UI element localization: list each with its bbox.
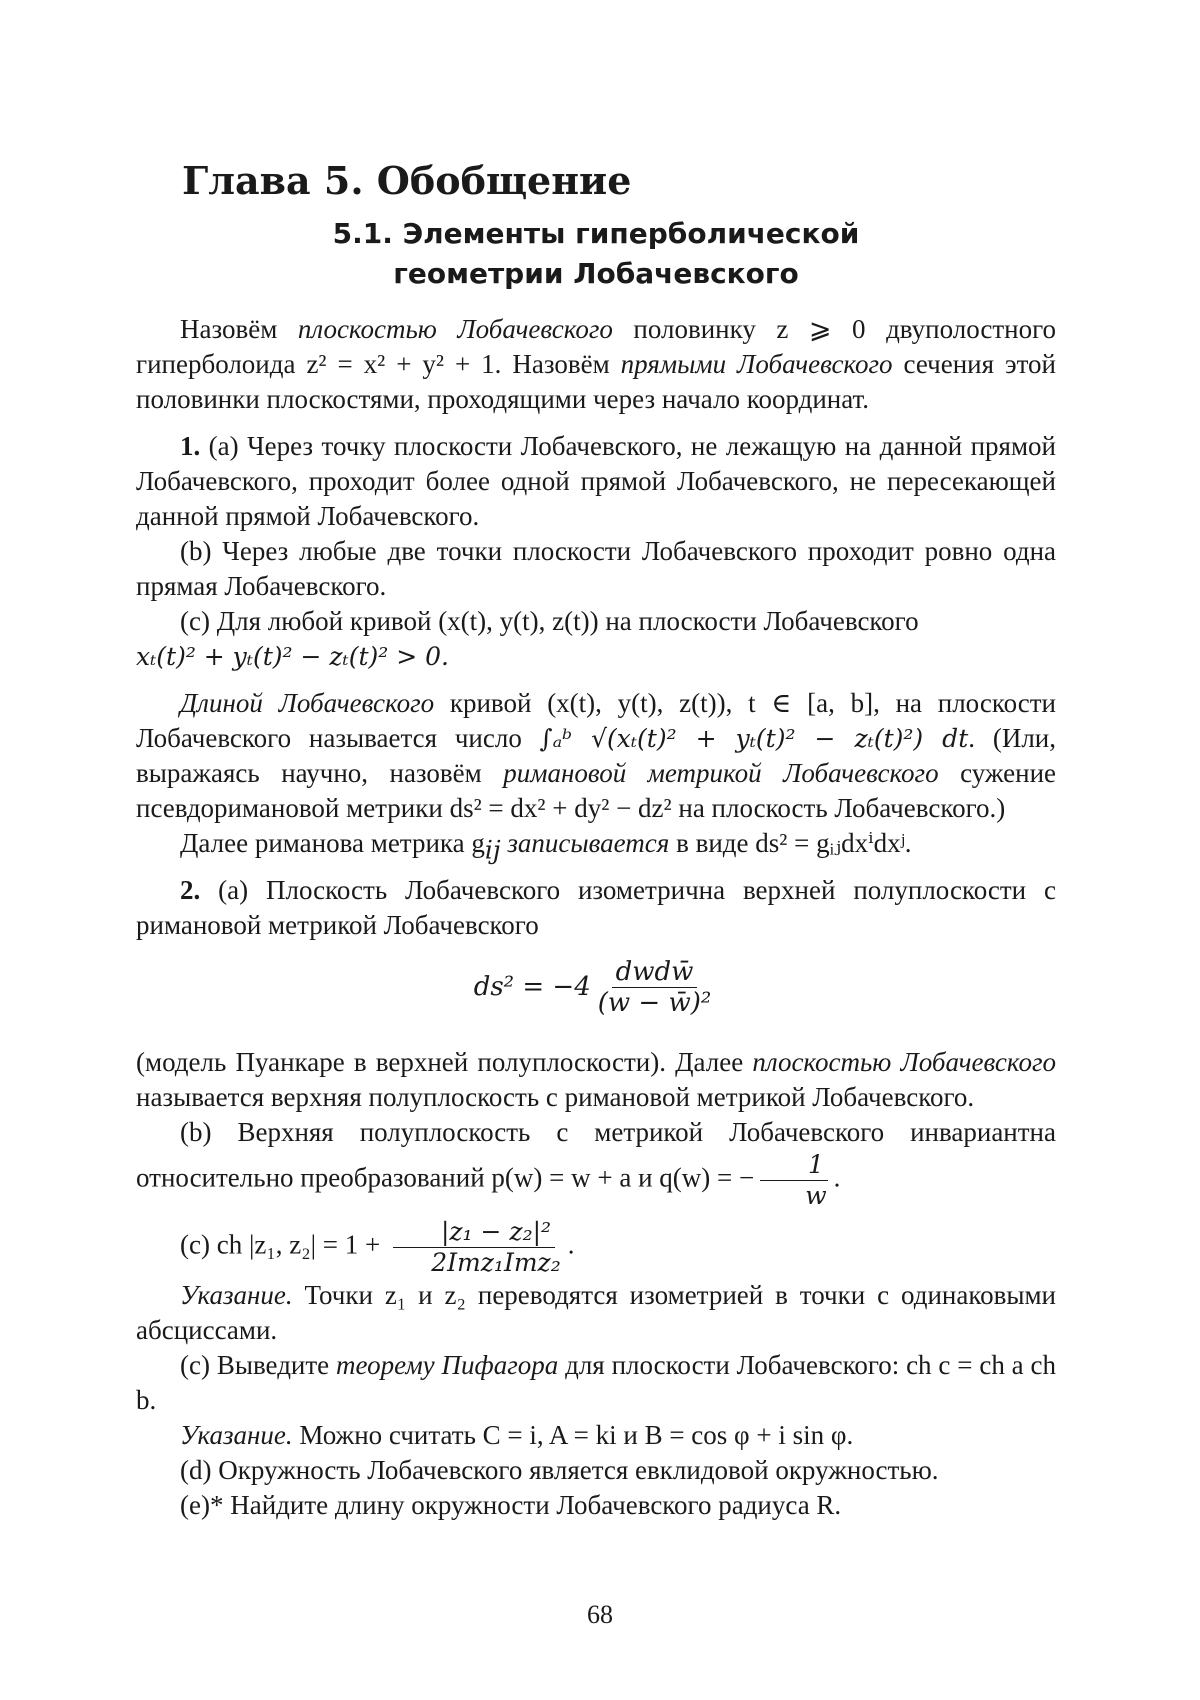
metric-note: Далее риманова метрика gij записывается в виде ds² = gᵢⱼdxⁱdxʲ.	[136, 826, 1056, 861]
fraction-one-over-w: 1 w	[757, 1150, 830, 1211]
page-content	[136, 140, 1056, 1523]
problem-2d: (d) Окружность Лобачевского является евклидовой окружностью.	[136, 1453, 1056, 1488]
problem-2c: (c) ch |z₁, z₂| = 1 + |z₁ − z₂|² 2Imz₁Imz₂ .	[136, 1217, 1056, 1278]
poincare-metric-formula	[136, 957, 1056, 1031]
chapter-title: Глава 5. Обобщение	[182, 158, 1056, 204]
formula-numerator: dwdw̄	[612, 957, 698, 988]
problem-2c-pythagoras: (c) Выведите теорему Пифагора для плоскости Лобачевского: ch c = ch a ch b.	[136, 1348, 1056, 1418]
section-title	[136, 214, 1056, 294]
section-title-line-1: 5.1. Элементы гиперболической	[136, 214, 1056, 254]
formula-fraction	[594, 957, 716, 1018]
intro-paragraph: Назовём плоскостью Лобачевского половинку z ⩾ 0 двуполостного гиперболоида z² = x² + y² + 1. Назовём прямыми Лобачевского сечения этой половинки плоскостями, проходящими через начало координат.	[136, 312, 1056, 417]
lobachevsky-length-paragraph: Длиной Лобачевского кривой (x(t), y(t), z(t)), t ∈ [a, b], на плоскости Лобачевского называется число ∫ₐᵇ √(xₜ(t)² + yₜ(t)² − zₜ(t)²) dt. (Или, выражаясь научно, назовём римановой метрикой Лобачевского сужение псевдоримановой метрики ds² = dx² + dy² − dz² на плоскость Лобачевского.)	[136, 686, 1056, 826]
distance-fraction: |z₁ − z₂|² 2Imz₁Imz₂	[383, 1217, 564, 1278]
problem-2e: (e)* Найдите длину окружности Лобачевского радиуса R.	[136, 1488, 1056, 1523]
problem-1a: 1. (a) Через точку плоскости Лобачевского, не лежащую на данной прямой Лобачевского, проходит более одной прямой Лобачевского, не пересекающей данной прямой Лобачевского.	[136, 429, 1056, 534]
formula-lhs: ds² = −4	[474, 970, 591, 1005]
problem-2a: 2. (a) Плоскость Лобачевского изометрична верхней полуплоскости с римановой метрикой Лобачевского	[136, 873, 1056, 943]
problem-1b: (b) Через любые две точки плоскости Лобачевского проходит ровно одна прямая Лобачевского.	[136, 534, 1056, 604]
problem-2b: (b) Верхняя полуплоскость с метрикой Лобачевского инвариантна относительно преобразований p(w) = w + a и q(w) = − 1 w .	[136, 1115, 1056, 1211]
page-number: 68	[0, 1600, 1200, 1630]
hint-2: Указание. Можно считать C = i, A = ki и B = cos φ + i sin φ.	[136, 1418, 1056, 1453]
hint-1: Указание. Точки z₁ и z₂ переводятся изометрией в точки с одинаковыми абсциссами.	[136, 1278, 1056, 1348]
length-integral: ∫ₐᵇ √(xₜ(t)² + yₜ(t)² − zₜ(t)²) dt	[540, 724, 969, 753]
formula-denominator: (w − w̄)²	[594, 988, 716, 1018]
problem-1c: (c) Для любой кривой (x(t), y(t), z(t)) на плоскости Лобачевского xₜ(t)² + yₜ(t)² − zₜ(t)² > 0.	[136, 604, 1056, 674]
section-title-line-2: геометрии Лобачевского	[136, 254, 1056, 294]
poincare-model-paragraph: (модель Пуанкаре в верхней полуплоскости). Далее плоскостью Лобачевского называется верхняя полуплоскость с римановой метрикой Лобачевского.	[136, 1045, 1056, 1115]
